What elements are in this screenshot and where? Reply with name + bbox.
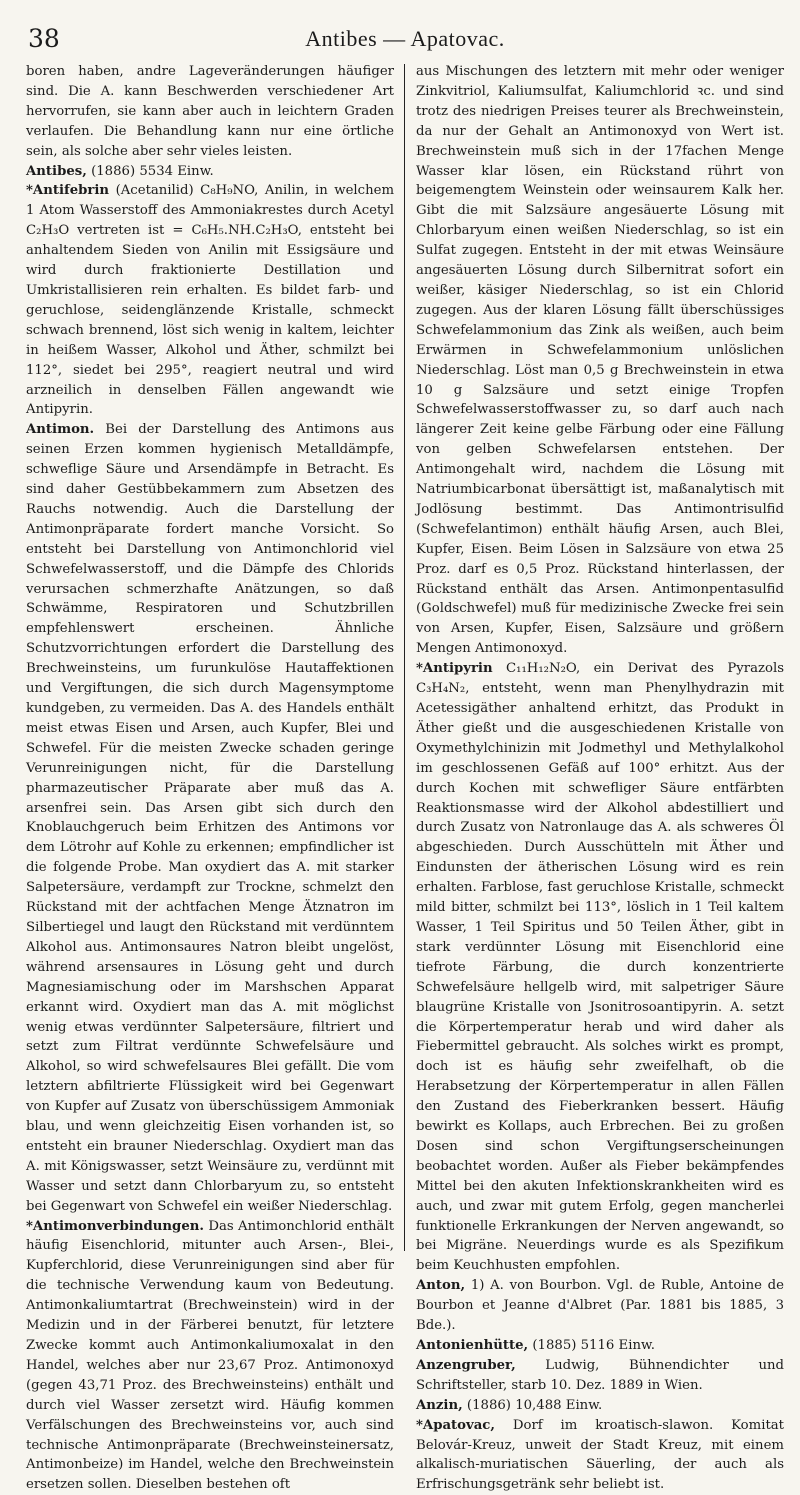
entry-text: aus Mischungen des letztern mit mehr oder weniger Zinkvitriol, Kaliumsulfat, Kaliumchlorid ꝛc. und sind trotz des niedrigen Preises teurer als Brechweinstein, da nur der Gehalt an Antimonoxyd von Wert ist. Brechweinstein muß sich in der 17fachen Menge Wasser klar lösen, ein Rückstand rührt von beigemengtem Weinstein oder weinsaurem Kalk her. Gibt die mit Salzsäure angesäuerte Lösung mit Chlorbaryum einen weißen Niederschlag, so ist ein Sulfat zugegen. Entsteht in der mit etwas Weinsäure angesäuerten Lösung durch Silbernitrat sofort ein weißer, käsiger Niederschlag, so ist ein Chlorid zugegen. Aus der klaren Lösung fällt überschüssiges Schwefelammonium das Zink als weißen, auch beim Erwärmen in Schwefelammonium unlöslichen Niederschlag. Löst man 0,5 g Brechweinstein in etwa 10 g Salzsäure und setzt einige Tropfen Schwefelwasserstoffwasser zu, so darf auch nach längerer Zeit keine gelbe Färbung oder eine Fällung von gelben Schwefelarsen entstehen. Der Antimongehalt wird, nachdem die Lösung mit Natriumbicarbonat übersättigt ist, maßanalytisch mit Jodlösung bestimmt. Das Antimontrisulfid (Schwefelantimon) enthält häufig Arsen, auch Blei, Kupfer, Eisen. Beim Lösen in Salzsäure von etwa 25 Proz. darf es 0,5 Proz. Rückstand hinterlassen, der Rückstand enthält das Arsen. Antimonpentasulfid (Goldschwefel) muß für medizinische Zwecke frei sein von Arsen, Kupfer, Eisen, Salzsäure und größern Mengen Antimonoxyd.: [415, 64, 784, 657]
dictionary-entry: [416, 1396, 784, 1416]
entry-headword: *Antipyrin: [415, 661, 493, 677]
entry-text: C₁₁H₁₂N₂O, ein Derivat des Pyrazols C₃H₄N₂, entsteht, wenn man Phenylhydrazin mit Acetessigäther anhaltend erhitzt, das Produkt in Äther gießt und die ausgeschiedenen Kristalle von Oxymethylchinizin mit Jodmethyl und Methylalkohol im geschlossenen Gefäß auf 100° erhitzt. Aus der durch Kochen mit schwefliger Säure entfärbten Reaktionsmasse wird der Alkohol abdestilliert und durch Zusatz von Natronlauge das A. als schweres Öl abgeschieden. Durch Ausschütteln mit Äther und Eindunsten der ätherischen Lösung wird es rein erhalten. Farblose, fast geruchlose Kristalle, schmeckt mild bitter, schmilzt bei 113°, löslich in 1 Teil kaltem Wasser, 1 Teil Spiritus und 50 Teilen Äther, gibt in stark verdünnter Lösung mit Eisenchlorid eine tiefrote Färbung, die durch konzentrierte Schwefelsäure hellgelb wird, mit salpetriger Säure blaugrüne Kristalle von Jsonitrosoantipyrin. A. setzt die Körpertemperatur herab und wird daher als Fiebermittel gebraucht. Als solches wirkt es prompt, doch ist es häufig sehr zweifelhaft, ob die Herabsetzung der Körpertemperatur in allen Fällen den Zustand des Fieberkranken bessert. Häufig bewirkt es Kollaps, auch Erbrechen. Bei zu großen Dosen sind schon Vergiftungserscheinungen beobachtet worden. Außer als Fieber bekämpfendes Mittel bei den akuten Infektionskrankheiten wird es auch, und zwar mit gutem Erfolg, gegen mancherlei funktionelle Erkrankungen der Nerven angewandt, so bei Migräne. Neuerdings wurde es als Spezifikum beim Keuchhusten empfohlen.: [415, 661, 784, 1274]
page-number: 38: [28, 24, 60, 53]
left-column: [26, 62, 404, 1493]
dictionary-entry: [416, 1336, 784, 1356]
entry-text: Ludwig, Bühnendichter und Schriftsteller, starb 10. Dez. 1889 in Wien.: [415, 1357, 784, 1393]
dictionary-entry: [416, 62, 784, 659]
entry-text: Bei der Darstellung des Antimons aus seinen Erzen kommen hygienisch Metalldämpfe, schweflige Säure und Arsendämpfe in Betracht. Es sind daher Gestübbekammern zum Absetzen des Rauchs notwendig. Auch die Darstellung der Antimonpräparate fordert manche Vorsicht. So entsteht bei Darstellung von Antimonchlorid viel Schwefelwasserstoff, und die Dämpfe des Chlorids verursachen schmerzhafte Anätzungen, so daß Schwämme, Respiratoren und Schutzbrillen empfehlenswert erscheinen. Ähnliche Schutzvorrichtungen erfordert die Darstellung des Brechweinsteins, um furunkulöse Hautaffektionen und Vergiftungen, die sich durch Magensymptome kundgeben, zu vermeiden. Das A. des Handels enthält meist etwas Eisen und Arsen, auch Kupfer, Blei und Schwefel. Für die meisten Zwecke schaden geringe Verunreinigungen nicht, für die Darstellung pharmazeutischer Präparate aber muß das A. arsenfrei sein. Das Arsen gibt sich durch den Knoblauchgeruch beim Erhitzen des Antimons vor dem Lötrohr auf Kohle zu erkennen; empfindlicher ist die folgende Probe. Man oxydiert das A. mit starker Salpetersäure, verdampft zur Trockne, schmelzt den Rückstand mit der achtfachen Menge Ätznatron im Silbertiegel und laugt den Rückstand mit verdünntem Alkohol aus. Antimonsaures Natron bleibt ungelöst, während arsensaures in Lösung geht und durch Magnesiamischung oder im Marshschen Apparat erkannt wird. Oxydiert man das A. mit möglichst wenig etwas verdünnter Salpetersäure, filtriert und setzt zum Filtrat verdünnte Schwefelsäure und Alkohol, so wird schwefelsaures Blei gefällt. Die vom letztern abfiltrierte Flüssigkeit wird bei Gegenwart von Kupfer auf Zusatz von überschüssigem Ammoniak blau, und wenn gleichzeitig Eisen vorhanden ist, so entsteht ein brauner Niederschlag. Oxydiert man das A. mit Königswasser, setzt Weinsäure zu, verdünnt mit Wasser und setzt dann Chlorbaryum zu, so entsteht bei Gegenwart von Schwefel ein weißer Niederschlag.: [26, 422, 395, 1214]
entry-text: boren haben, andre Lageveränderungen häufiger sind. Die A. kann Beschwerden verschiedener Art hervorrufen, sie kann aber auch in leichtern Graden verlaufen. Die Behandlung kann nur eine örtliche sein, als solche aber sehr vieles leisten.: [26, 64, 395, 159]
entry-headword: *Apatovac,: [415, 1417, 495, 1433]
entry-headword: *Antimonverbindungen.: [26, 1218, 205, 1234]
dictionary-entry: [416, 1356, 784, 1396]
entry-headword: Anzengruber,: [415, 1357, 516, 1373]
entry-text: (1886) 10,488 Einw.: [466, 1397, 603, 1413]
entry-headword: Antibes,: [26, 163, 87, 179]
entry-text: Dorf im kroatisch-slawon. Komitat Belovár-Kreuz, unweit der Stadt Kreuz, mit einem alkalisch-muriatischen Säuerling, der auch als Erfrischungsgetränk sehr beliebt ist.: [415, 1417, 784, 1493]
dictionary-entry: [26, 420, 394, 1216]
entry-headword: Anton,: [415, 1278, 466, 1294]
entry-headword: Antonienhütte,: [415, 1338, 529, 1353]
entry-text: (1885) 5116 Einw.: [532, 1338, 655, 1353]
dictionary-entry: [26, 62, 394, 162]
dictionary-entry: [416, 659, 784, 1276]
text-columns: [26, 62, 784, 1493]
entry-headword: Antimon.: [26, 422, 95, 438]
entry-text: (Acetanilid) C₈H₉NO, Anilin, in welchem 1 Atom Wasserstoff des Ammoniakrestes durch Acetyl C₂H₃O vertreten ist = C₆H₅.NH.C₂H₃O, entsteht bei anhaltendem Sieden von Anilin mit Essigsäure und wird durch fraktionierte Destillation und Umkristallisieren rein erhalten. Es bildet farb- und geruchlose, seidenglänzende Kristalle, schmeckt schwach brennend, löst sich wenig in kaltem, leichter in heißem Wasser, Alkohol und Äther, schmilzt bei 112°, siedet bei 295°, reagiert neutral und wird arzneilich in denselben Fällen angewandt wie Antipyrin.: [26, 183, 395, 418]
dictionary-entry: [26, 181, 394, 420]
page-header: [26, 0, 784, 58]
entry-text: 1) A. von Bourbon. Vgl. de Ruble, Antoine de Bourbon et Jeanne d'Albret (Par. 1881 bis 1885, 3 Bde.).: [415, 1278, 784, 1334]
entry-text: (1886) 5534 Einw.: [91, 163, 214, 179]
entry-headword: *Antifebrin: [26, 183, 110, 199]
running-head: Antibes — Apatovac.: [305, 26, 505, 51]
dictionary-entry: [26, 1217, 394, 1495]
right-column: [405, 62, 784, 1493]
entry-text: Das Antimonchlorid enthält häufig Eisenchlorid, mitunter auch Arsen-, Blei-, Kupferchlorid, diese Verunreinigungen sind aber für die technische Verwendung kaum von Bedeutung. Antimonkaliumtartrat (Brechweinstein) wird in der Medizin und in der Färberei benutzt, für letztere Zwecke kommt auch Antimonkaliumoxalat in den Handel, welches aber nur 23,67 Proz. Antimonoxyd (gegen 43,71 Proz. des Brechweinsteins) enthält und durch viel Wasser zersetzt wird. Häufig kommen Verfälschungen des Brechweinsteins vor, auch sind technische Antimonpräparate (Brechweinsteinersatz, Antimonbeize) im Handel, welche den Brechweinstein ersetzen sollen. Dieselben bestehen oft: [26, 1218, 395, 1493]
dictionary-entry: [416, 1276, 784, 1336]
dictionary-entry: [416, 1416, 784, 1495]
dictionary-entry: [26, 162, 394, 182]
entry-headword: Anzin,: [415, 1397, 463, 1413]
